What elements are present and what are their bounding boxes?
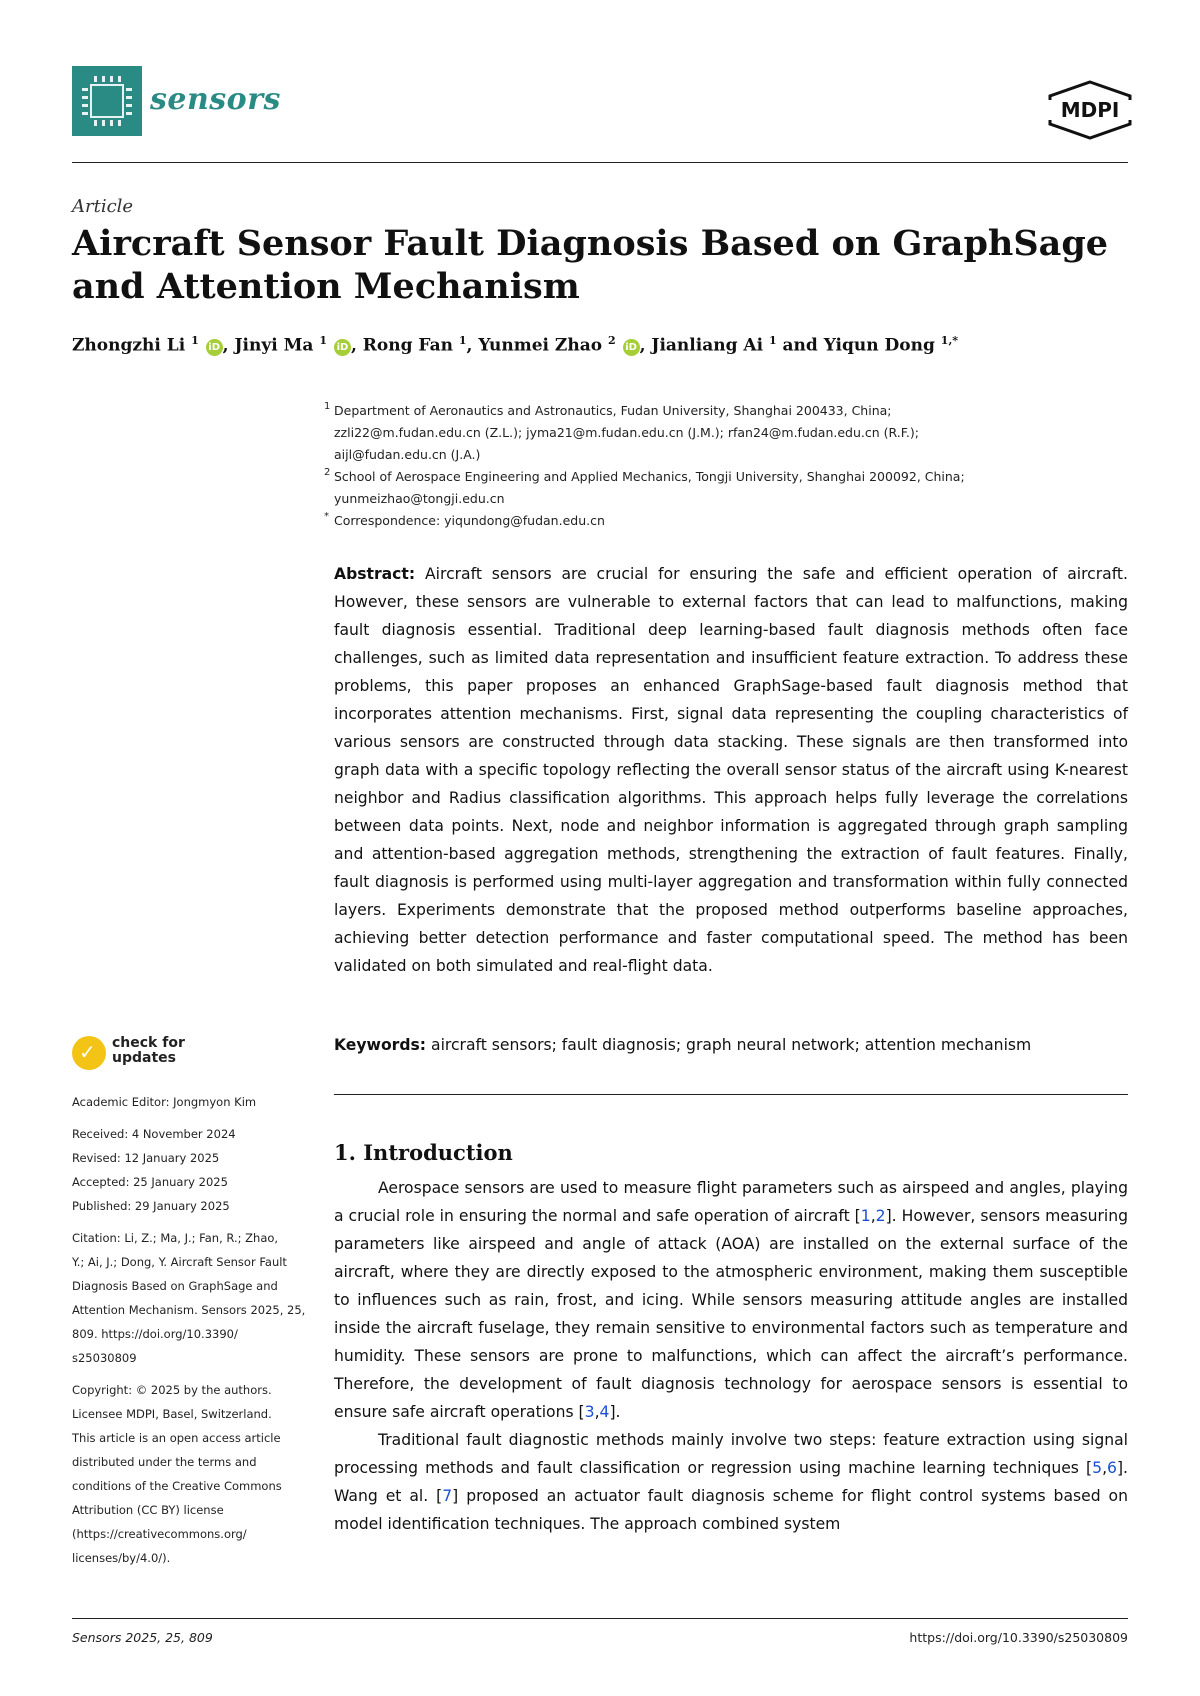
mdpi-logo-icon [1046, 80, 1134, 140]
academic-editor: Academic Editor: Jongmyon Kim [72, 1095, 257, 1109]
publisher-logo-text: MDPI [1060, 98, 1120, 122]
author-name[interactable]: Yiqun Dong [823, 335, 935, 356]
author-affiliation: 1 [458, 334, 467, 347]
article-metadata [72, 1090, 312, 1570]
author-affiliation: 1 [319, 334, 328, 347]
article-title: Aircraft Sensor Fault Diagnosis Based on GraphSage and Attention Mechanism [72, 223, 1109, 307]
orcid-icon[interactable]: iD [623, 339, 640, 356]
author-affiliation: 1,* [940, 334, 959, 347]
accepted-date: Accepted: 25 January 2025 [72, 1175, 228, 1189]
revised-date: Revised: 12 January 2025 [72, 1151, 220, 1165]
citation-link[interactable]: 6 [1107, 1459, 1117, 1477]
abstract-label: Abstract: [334, 565, 416, 583]
author-name[interactable]: Rong Fan [362, 335, 453, 356]
correspondence [324, 510, 605, 532]
affiliation-number: 1 [324, 401, 331, 412]
article-type: Article [72, 196, 134, 217]
author-name[interactable]: Zhongzhi Li [72, 335, 186, 356]
citation-link[interactable]: 1 [860, 1207, 871, 1225]
citation-link[interactable]: 3 [584, 1403, 595, 1421]
introduction-body [334, 1174, 1128, 1538]
citation-link[interactable]: 7 [442, 1487, 453, 1505]
author-name[interactable]: Jinyi Ma [234, 335, 314, 356]
author-affiliation: 1 [191, 334, 199, 347]
license-link[interactable]: (https://creativecommons.org/ [72, 1527, 247, 1541]
journal-name[interactable]: sensors [150, 82, 281, 117]
abstract [334, 560, 1128, 980]
citation-link[interactable]: 4 [599, 1403, 610, 1421]
affiliation-2 [324, 466, 965, 510]
affiliation-emails[interactable]: aijl@fudan.edu.cn (J.A.) [334, 447, 481, 462]
publisher-logo[interactable] [1046, 80, 1134, 144]
license-link[interactable]: licenses/by/4.0/). [72, 1551, 171, 1565]
author-affiliation: 1 [768, 334, 777, 347]
intro-paragraph: Traditional fault diagnostic methods mainly involve two steps: feature extraction using signal processing methods and fault classification or regression using machine learning techniques [5,6]. Wang et al. [7] proposed an actuator fault diagnosis scheme for flight control systems based on model identification techniques. The approach combined system [334, 1431, 1128, 1533]
author-list: Zhongzhi Li $^1$ iD , Jinyi Ma $^1$ iD , Rong Fan $^1$, Yunmei Zhao $^2$ iD , Jianliang Ai $^1$ and Yiqun Dong $^{1,*}$ [72, 334, 959, 356]
footer-doi-link[interactable]: https://doi.org/10.3390/s25030809 [909, 1630, 1128, 1645]
citation-block: Citation: Li, Z.; Ma, J.; Fan, R.; Zhao, Y.; Ai, J.; Dong, Y. Aircraft Sensor Fault Diagnosis Based on GraphSage and Attention Mechanism. Sensors 2025, 25, 809. https://doi.org/10.3390/ s25030809 [72, 1226, 312, 1370]
updates-label: check for [112, 1035, 185, 1051]
doi-link[interactable]: 809. https://doi.org/10.3390/ [72, 1327, 238, 1341]
affiliation-line: School of Aerospace Engineering and Applied Mechanics, Tongji University, Shanghai 200092, China; [334, 469, 965, 484]
published-date: Published: 29 January 2025 [72, 1199, 230, 1213]
affiliation-number: * [324, 511, 329, 522]
updates-label: updates [112, 1050, 176, 1066]
keywords [334, 1036, 1031, 1054]
orcid-icon[interactable]: iD [334, 339, 351, 356]
doi-link[interactable]: s25030809 [72, 1351, 137, 1365]
affiliation-number: 2 [324, 467, 331, 478]
keywords-divider [334, 1094, 1128, 1095]
received-date: Received: 4 November 2024 [72, 1127, 236, 1141]
affiliation-line: Department of Aeronautics and Astronautics, Fudan University, Shanghai 200433, China; [334, 403, 892, 418]
copyright-block: Copyright: © 2025 by the authors. Licensee MDPI, Basel, Switzerland. This article is an open access article distributed under the terms and conditions of the Creative Commons Attribution (CC BY) license (https://creativecommons.org/ licenses/by/4.0/). [72, 1378, 312, 1570]
orcid-icon[interactable]: iD [206, 339, 223, 356]
correspondence-line[interactable]: Correspondence: yiqundong@fudan.edu.cn [334, 513, 605, 528]
citation-link[interactable]: 2 [875, 1207, 886, 1225]
journal-logo-icon [72, 66, 142, 136]
affiliation-1 [324, 400, 919, 466]
footer-divider [72, 1618, 1128, 1619]
keywords-label: Keywords: [334, 1036, 427, 1054]
footer-journal-reference: Sensors 2025, 25, 809 [72, 1630, 213, 1645]
intro-paragraph: Aerospace sensors are used to measure flight parameters such as airspeed and angles, playing a crucial role in ensuring the normal and safe operation of aircraft [1,2]. However, sensors measuring parameters like airspeed and angle of attack (AOA) are installed on the external surface of the aircraft, where they are directly exposed to the atmospheric environment, making them susceptible to influences such as rain, frost, and icing. While sensors measuring attitude angles are installed inside the aircraft fuselage, they remain sensitive to environmental factors such as temperature and humidity. These sensors are prone to malfunctions, which can affect the aircraft’s performance. Therefore, the development of fault diagnosis technology for aerospace sensors is essential to ensure safe aircraft operations [3,4]. [334, 1179, 1129, 1421]
author-affiliation: 2 [607, 334, 616, 347]
citation-link[interactable]: 5 [1092, 1459, 1103, 1477]
keywords-text: aircraft sensors; fault diagnosis; graph neural network; attention mechanism [431, 1036, 1032, 1054]
affiliation-emails[interactable]: yunmeizhao@tongji.edu.cn [334, 491, 505, 506]
author-name[interactable]: Jianliang Ai [651, 335, 764, 356]
abstract-text: Aircraft sensors are crucial for ensuring the safe and efficient operation of aircraft. However, these sensors are vulnerable to external factors that can lead to malfunctions, making fault diagnosis essential. Traditional deep learning-based fault diagnosis methods often face challenges, such as limited data representation and insufficient feature extraction. To address these problems, this paper proposes an enhanced GraphSage-based fault diagnosis method that incorporates attention mechanisms. First, signal data representing the coupling characteristics of various sensors are constructed through data stacking. These signals are then transformed into graph data with a specific topology reflecting the overall sensor status of the aircraft using K-nearest neighbor and Radius classification algorithms. This approach helps fully leverage the correlations between data points. Next, node and neighbor information is aggregated through graph sampling and attention-based aggregation methods, strengthening the extraction of fault features. Finally, fault diagnosis is performed using multi-layer aggregation and transformation within fully connected layers. Experiments demonstrate that the proposed method outperforms baseline approaches, achieving better detection performance and faster computational speed. The method has been validated on both simulated and real-flight data. [334, 565, 1128, 975]
header-divider [72, 162, 1128, 163]
affiliation-emails[interactable]: zzli22@m.fudan.edu.cn (Z.L.); jyma21@m.fudan.edu.cn (J.M.); rfan24@m.fudan.edu.cn (R.F.); [334, 425, 919, 440]
author-name[interactable]: Yunmei Zhao [478, 335, 603, 356]
section-title: 1. Introduction [334, 1140, 513, 1165]
